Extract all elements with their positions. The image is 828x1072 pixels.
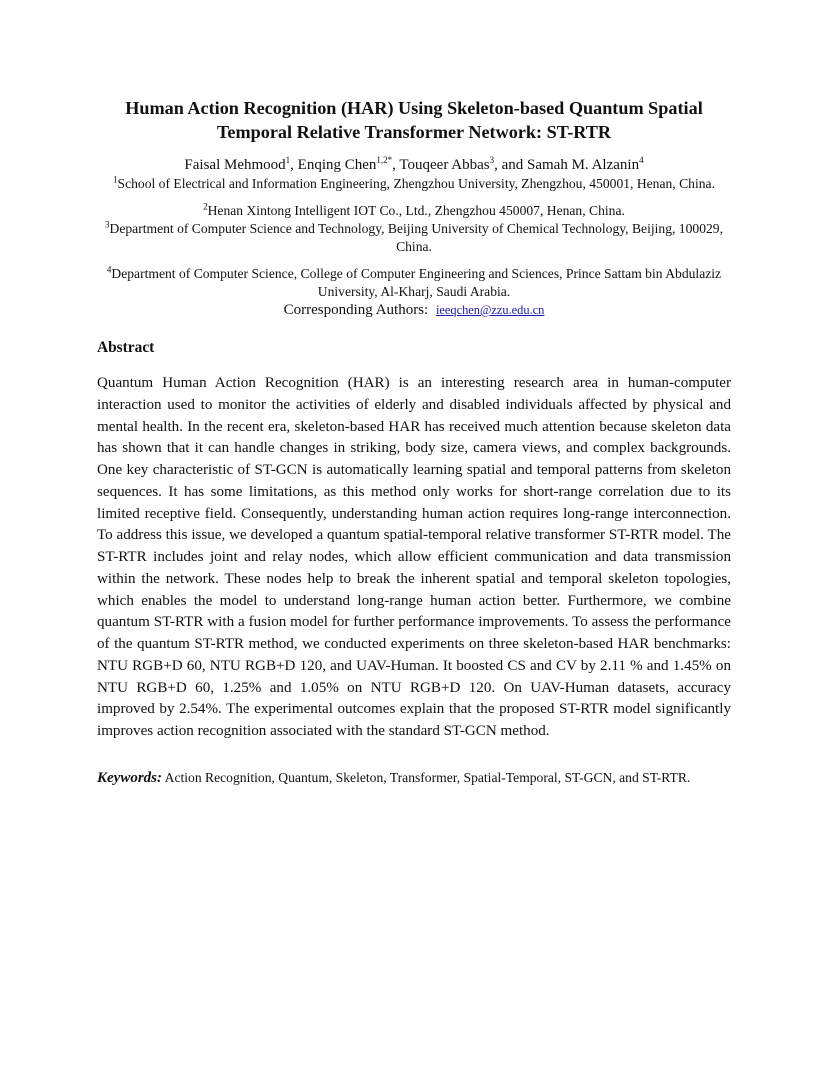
affiliation-3 — [97, 220, 731, 256]
abstract-heading: Abstract — [97, 339, 155, 356]
affiliation-text: Department of Computer Science and Technology, Beijing University of Chemical Technology, Beijing, 100029, China. — [109, 221, 723, 254]
affiliation-mark: 2 — [203, 201, 208, 212]
corresponding-label: Corresponding Authors: — [283, 302, 429, 318]
keywords — [97, 762, 731, 794]
author-affiliation-mark: 1,2* — [376, 155, 393, 165]
affiliation-mark: 4 — [106, 264, 112, 275]
title-line-2: Temporal Relative Transformer Network: ST-RTR — [216, 122, 612, 142]
author-separator: , — [392, 157, 400, 173]
corresponding-email-link[interactable]: ieeqchen@zzu.edu.cn — [435, 303, 545, 317]
affiliation-text: Henan Xintong Intelligent IOT Co., Ltd., Zhengzhou 450007, Henan, China. — [207, 203, 625, 218]
keywords-label: Keywords: — [97, 769, 162, 786]
author-affiliation-mark: 4 — [639, 155, 644, 165]
paper-page — [97, 96, 731, 794]
affiliation-text: Department of Computer Science, College of Computer Engineering and Sciences, Prince Sattam bin Abdulaziz University, Al-Kharj, Saudi Arabia. — [111, 266, 722, 299]
affiliation-2 — [97, 202, 731, 220]
author-name: Enqing Chen — [297, 157, 377, 173]
paper-title — [97, 96, 731, 144]
affiliation-mark: 1 — [113, 174, 118, 185]
keywords-text: Action Recognition, Quantum, Skeleton, Transformer, Spatial-Temporal, ST-GCN, and ST-RTR. — [164, 769, 691, 785]
author-affiliation-mark: 1 — [285, 155, 291, 165]
author-affiliation-mark: 3 — [489, 155, 495, 165]
author-separator: , and — [494, 157, 527, 173]
affiliation-4 — [97, 265, 731, 301]
corresponding-authors — [97, 301, 731, 319]
affiliation-text: School of Electrical and Information Engineering, Zhengzhou University, Zhengzhou, 450001, Henan, China. — [117, 176, 715, 191]
abstract-body: Quantum Human Action Recognition (HAR) is an interesting research area in human-computer interaction used to monitor the activities of elderly and disabled individuals affected by physical and mental health. In the recent era, skeleton-based HAR has received much attention because skeleton data has shown that it can handle changes in striking, body size, camera views, and complex backgrounds. One key characteristic of ST-GCN is automatically learning spatial and temporal patterns from skeleton sequences. It has some limitations, as this method only works for short-range correlation due to its limited receptive field. Consequently, understanding human action requires long-range interconnection. To address this issue, we developed a quantum spatial-temporal relative transformer ST-RTR model. The ST-RTR includes joint and relay nodes, which allow efficient communication and data transmission within the network. These nodes help to break the inherent spatial and temporal skeleton topologies, which enables the model to understand long-range human action better. Furthermore, we combine quantum ST-RTR with a fusion model for further performance improvements. To assess the performance of the quantum ST-RTR method, we conducted experiments on three skeleton-based HAR benchmarks: NTU RGB+D 60, NTU RGB+D 120, and UAV-Human. It boosted CS and CV by 2.11 % and 1.45% on NTU RGB+D 60, 1.25% and 1.05% on NTU RGB+D 120. On UAV-Human datasets, accuracy improved by 2.54%. The experimental outcomes explain that the proposed ST-RTR model significantly improves action recognition associated with the standard ST-GCN method. — [97, 375, 731, 739]
title-line-1: Human Action Recognition (HAR) Using Skeleton-based Quantum Spatial — [125, 98, 703, 118]
affiliation-1 — [97, 175, 731, 193]
affiliation-mark: 3 — [105, 219, 110, 230]
author-list — [97, 156, 731, 175]
author-name: Samah M. Alzanin — [527, 157, 640, 173]
author-name: Touqeer Abbas — [399, 157, 490, 173]
author-name: Faisal Mehmood — [184, 157, 286, 173]
author-separator: , — [290, 157, 298, 173]
